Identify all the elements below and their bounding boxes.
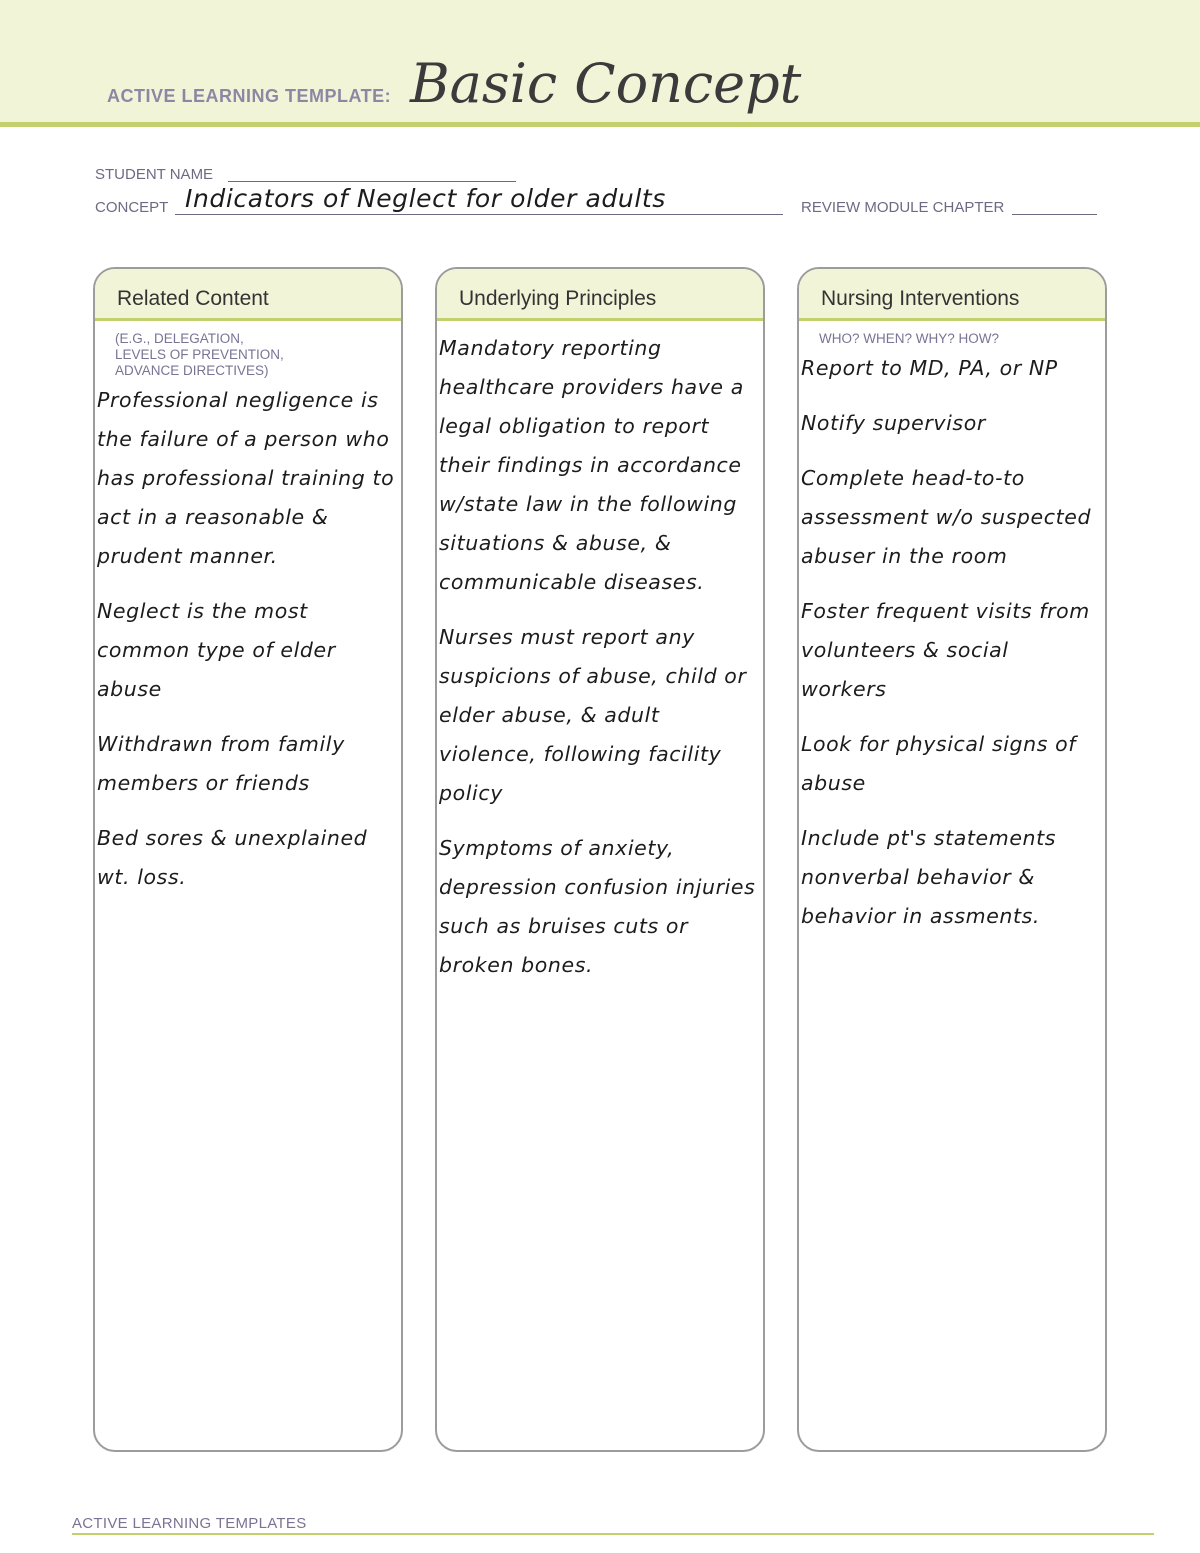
student-name-underline: [228, 181, 516, 182]
template-title: Basic Concept: [410, 52, 802, 115]
interventions-note: Complete head-to-to assessment w/o suspected abuser in the room: [801, 466, 1092, 568]
interventions-note: Look for physical signs of abuse: [801, 732, 1077, 795]
concept-label: CONCEPT: [95, 199, 169, 216]
principles-note: Symptoms of anxiety, depression confusion injuries such as bruises cuts or broken bones.: [439, 836, 756, 977]
concept-field[interactable]: Indicators of Neglect for older adults: [185, 184, 666, 213]
related-subtitle-line: LEVELS OF PREVENTION,: [115, 347, 284, 362]
footer-label: ACTIVE LEARNING TEMPLATES: [72, 1515, 307, 1532]
related-content-panel: [93, 267, 403, 1452]
related-subtitle-line: (E.G., DELEGATION,: [115, 331, 244, 346]
related-note: Professional negligence is the failure of a person who has professional training to act in a reasonable & prudent manner.: [97, 388, 395, 568]
nursing-interventions-notes[interactable]: [799, 347, 1105, 936]
header-rule: [0, 122, 1200, 127]
footer-rule: [72, 1533, 1154, 1535]
related-subtitle-line: ADVANCE DIRECTIVES): [115, 363, 269, 378]
related-note: Bed sores & unexplained wt. loss.: [97, 826, 368, 889]
principles-note: Nurses must report any suspicions of abuse, child or elder abuse, & adult violence, following facility policy: [439, 625, 747, 805]
related-content-subtitle: [95, 321, 401, 379]
underlying-principles-panel: [435, 267, 765, 1452]
interventions-note: Include pt's statements nonverbal behavior & behavior in assments.: [801, 826, 1057, 928]
concept-underline: [175, 214, 783, 215]
principles-note: Mandatory reporting healthcare providers have a legal obligation to report their findings in accordance w/state law in the following situations & abuse, & communicable diseases.: [439, 336, 744, 594]
related-note: Withdrawn from family members or friends: [97, 732, 345, 795]
nursing-interventions-panel: [797, 267, 1107, 1452]
review-module-label: REVIEW MODULE CHAPTER: [801, 199, 1005, 216]
interventions-note: Foster frequent visits from volunteers & social workers: [801, 599, 1090, 701]
underlying-principles-notes[interactable]: [437, 321, 763, 985]
related-note: Neglect is the most common type of elder abuse: [97, 599, 336, 701]
related-content-title: Related Content: [95, 269, 401, 321]
nursing-interventions-subtitle: WHO? WHEN? WHY? HOW?: [819, 331, 1000, 346]
underlying-principles-title: Underlying Principles: [437, 269, 763, 321]
template-label: ACTIVE LEARNING TEMPLATE:: [107, 86, 392, 106]
related-content-notes[interactable]: [95, 379, 401, 897]
interventions-note: Report to MD, PA, or NP: [801, 356, 1058, 380]
interventions-note: Notify supervisor: [801, 411, 986, 435]
student-name-label: STUDENT NAME: [95, 166, 214, 183]
review-module-underline: [1012, 214, 1097, 215]
nursing-interventions-title: Nursing Interventions: [799, 269, 1105, 321]
